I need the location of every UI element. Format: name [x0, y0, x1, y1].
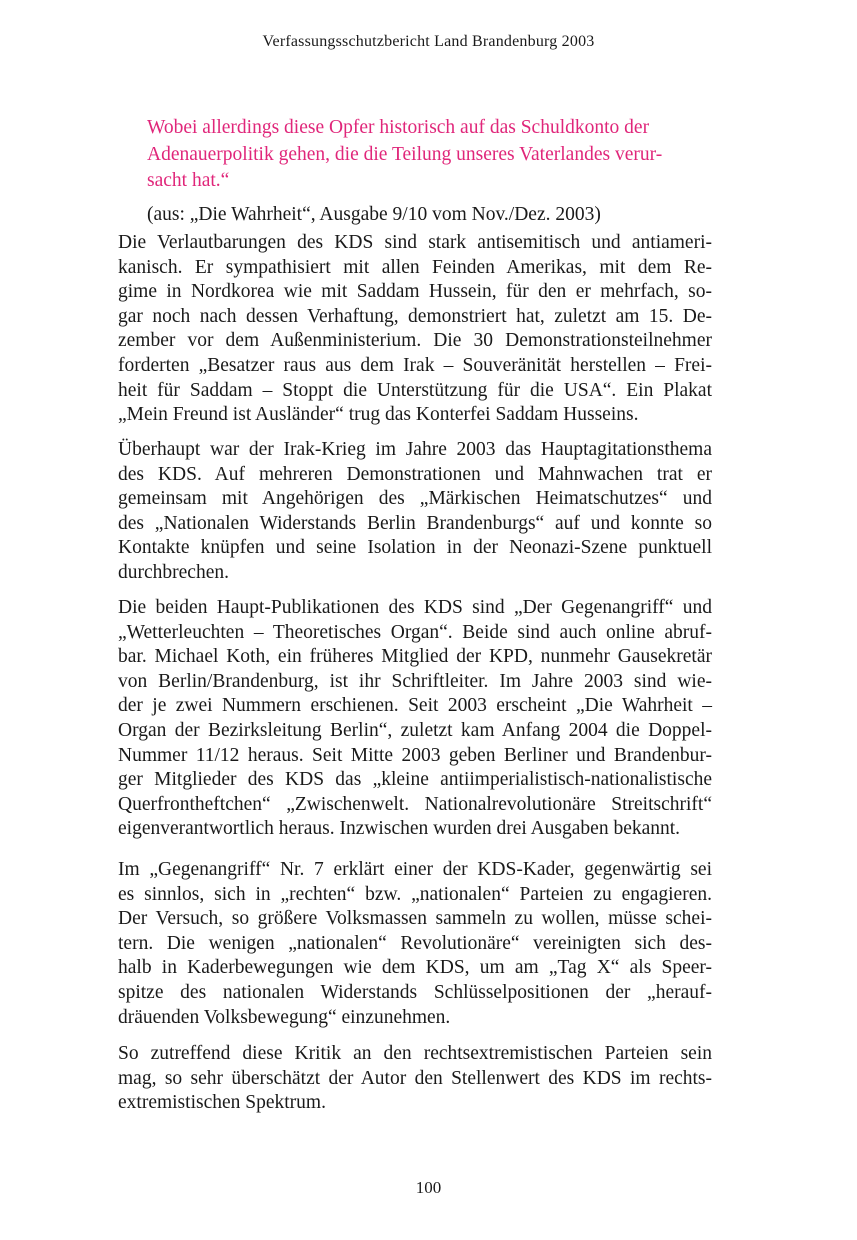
text-line: Der Versuch, so größere Volksmassen sammeln zu wollen, müsse schei-: [118, 908, 712, 930]
text-line: ger Mitglieder des KDS das „kleine antiimperialistisch-nationalistische: [118, 769, 712, 791]
page-number: 100: [415, 1178, 442, 1197]
text-line: heit für Saddam – Stoppt die Unterstützung für die USA“. Ein Plakat: [118, 379, 712, 401]
quote-block: [147, 115, 712, 195]
text-line: Im „Gegenangriff“ Nr. 7 erklärt einer der KDS-Kader, gegenwärtig sei: [118, 859, 712, 880]
paragraph-3: [118, 596, 712, 842]
text-line: „Wetterleuchten – Theoretisches Organ“. Beide sind auch online abruf-: [118, 621, 712, 643]
text-line: halb in Kaderbewegungen wie dem KDS, um am „Tag X“ als Speer-: [118, 957, 712, 979]
text-line: gime in Nordkorea wie mit Saddam Hussein, für den er mehrfach, so-: [118, 281, 712, 303]
text-line: durchbrechen.: [118, 561, 229, 583]
paragraph-1: [118, 231, 712, 428]
text-line: eigenverantwortlich heraus. Inzwischen wurden drei Ausgaben bekannt.: [118, 818, 681, 840]
text-line: des „Nationalen Widerstands Berlin Brandenburgs“ auf und konnte so: [118, 512, 712, 534]
quote-line: sacht hat.“: [147, 170, 230, 191]
text-line: Kontakte knüpfen und seine Isolation in der Neonazi-Szene punktuell: [118, 537, 712, 559]
text-line: Querfrontheftchen“ „Zwischenwelt. Nationalrevolutionäre Streitschrift“: [118, 793, 712, 815]
text-line: des KDS. Auf mehreren Demonstrationen und Mahnwachen trat er: [118, 463, 712, 485]
running-header: Verfassungsschutzbericht Land Brandenburg 2003: [262, 33, 595, 50]
text-line: Organ der Bezirksleitung Berlin“, zuletzt kam Anfang 2004 die Doppel-: [118, 719, 712, 741]
text-line: Überhaupt war der Irak-Krieg im Jahre 2003 das Hauptagitationsthema: [118, 439, 712, 460]
text-line: kanisch. Er sympathisiert mit allen Feinden Amerikas, mit dem Re-: [118, 256, 712, 278]
text-line: der je zwei Nummern erschienen. Seit 2003 erscheint „Die Wahrheit –: [118, 695, 712, 717]
text-line: mag, so sehr überschätzt der Autor den Stellenwert des KDS im rechts-: [118, 1067, 712, 1089]
text-line: forderten „Besatzer raus aus dem Irak – Souveränität herstellen – Frei-: [118, 354, 712, 376]
paragraph-2: [118, 438, 712, 586]
text-line: extremistischen Spektrum.: [118, 1092, 326, 1114]
text-line: dräuenden Volksbewegung“ einzunehmen.: [118, 1006, 451, 1028]
paragraph-4: [118, 858, 712, 1030]
paragraph-5: [118, 1042, 712, 1116]
text-line: bar. Michael Koth, ein früheres Mitglied der KPD, nunmehr Gausekretär: [118, 646, 712, 668]
quote-line: Adenauerpolitik gehen, die die Teilung unseres Vaterlandes verur-: [147, 143, 663, 165]
text-line: Die Verlautbarungen des KDS sind stark antisemitisch und antiameri-: [118, 232, 712, 253]
text-line: zember vor dem Außenministerium. Die 30 Demonstrationsteilnehmer: [118, 330, 712, 352]
text-line: Nummer 11/12 heraus. Seit Mitte 2003 geben Berliner und Brandenbur-: [118, 744, 712, 766]
text-line: gar noch nach dessen Verhaftung, demonstriert hat, zuletzt am 15. De-: [118, 305, 712, 327]
text-line: es sinnlos, sich in „rechten“ bzw. „nationalen“ Parteien zu engagieren.: [118, 883, 712, 905]
text-line: gemeinsam mit Angehörigen des „Märkischen Heimatschutzes“ und: [118, 488, 712, 510]
text-line: spitze des nationalen Widerstands Schlüsselpositionen der „herauf-: [118, 981, 712, 1003]
text-line: So zutreffend diese Kritik an den rechtsextremistischen Parteien sein: [118, 1043, 712, 1064]
quote-source: (aus: „Die Wahrheit“, Ausgabe 9/10 vom Nov./Dez. 2003): [147, 204, 601, 225]
text-line: „Mein Freund ist Ausländer“ trug das Konterfei Saddam Husseins.: [118, 404, 639, 426]
text-line: Die beiden Haupt-Publikationen des KDS sind „Der Gegenangriff“ und: [118, 597, 712, 618]
text-line: von Berlin/Brandenburg, ist ihr Schriftleiter. Im Jahre 2003 sind wie-: [118, 670, 712, 692]
text-line: tern. Die wenigen „nationalen“ Revolutionäre“ vereinigten sich des-: [118, 932, 712, 954]
quote-line: Wobei allerdings diese Opfer historisch auf das Schuldkonto der: [147, 117, 650, 138]
